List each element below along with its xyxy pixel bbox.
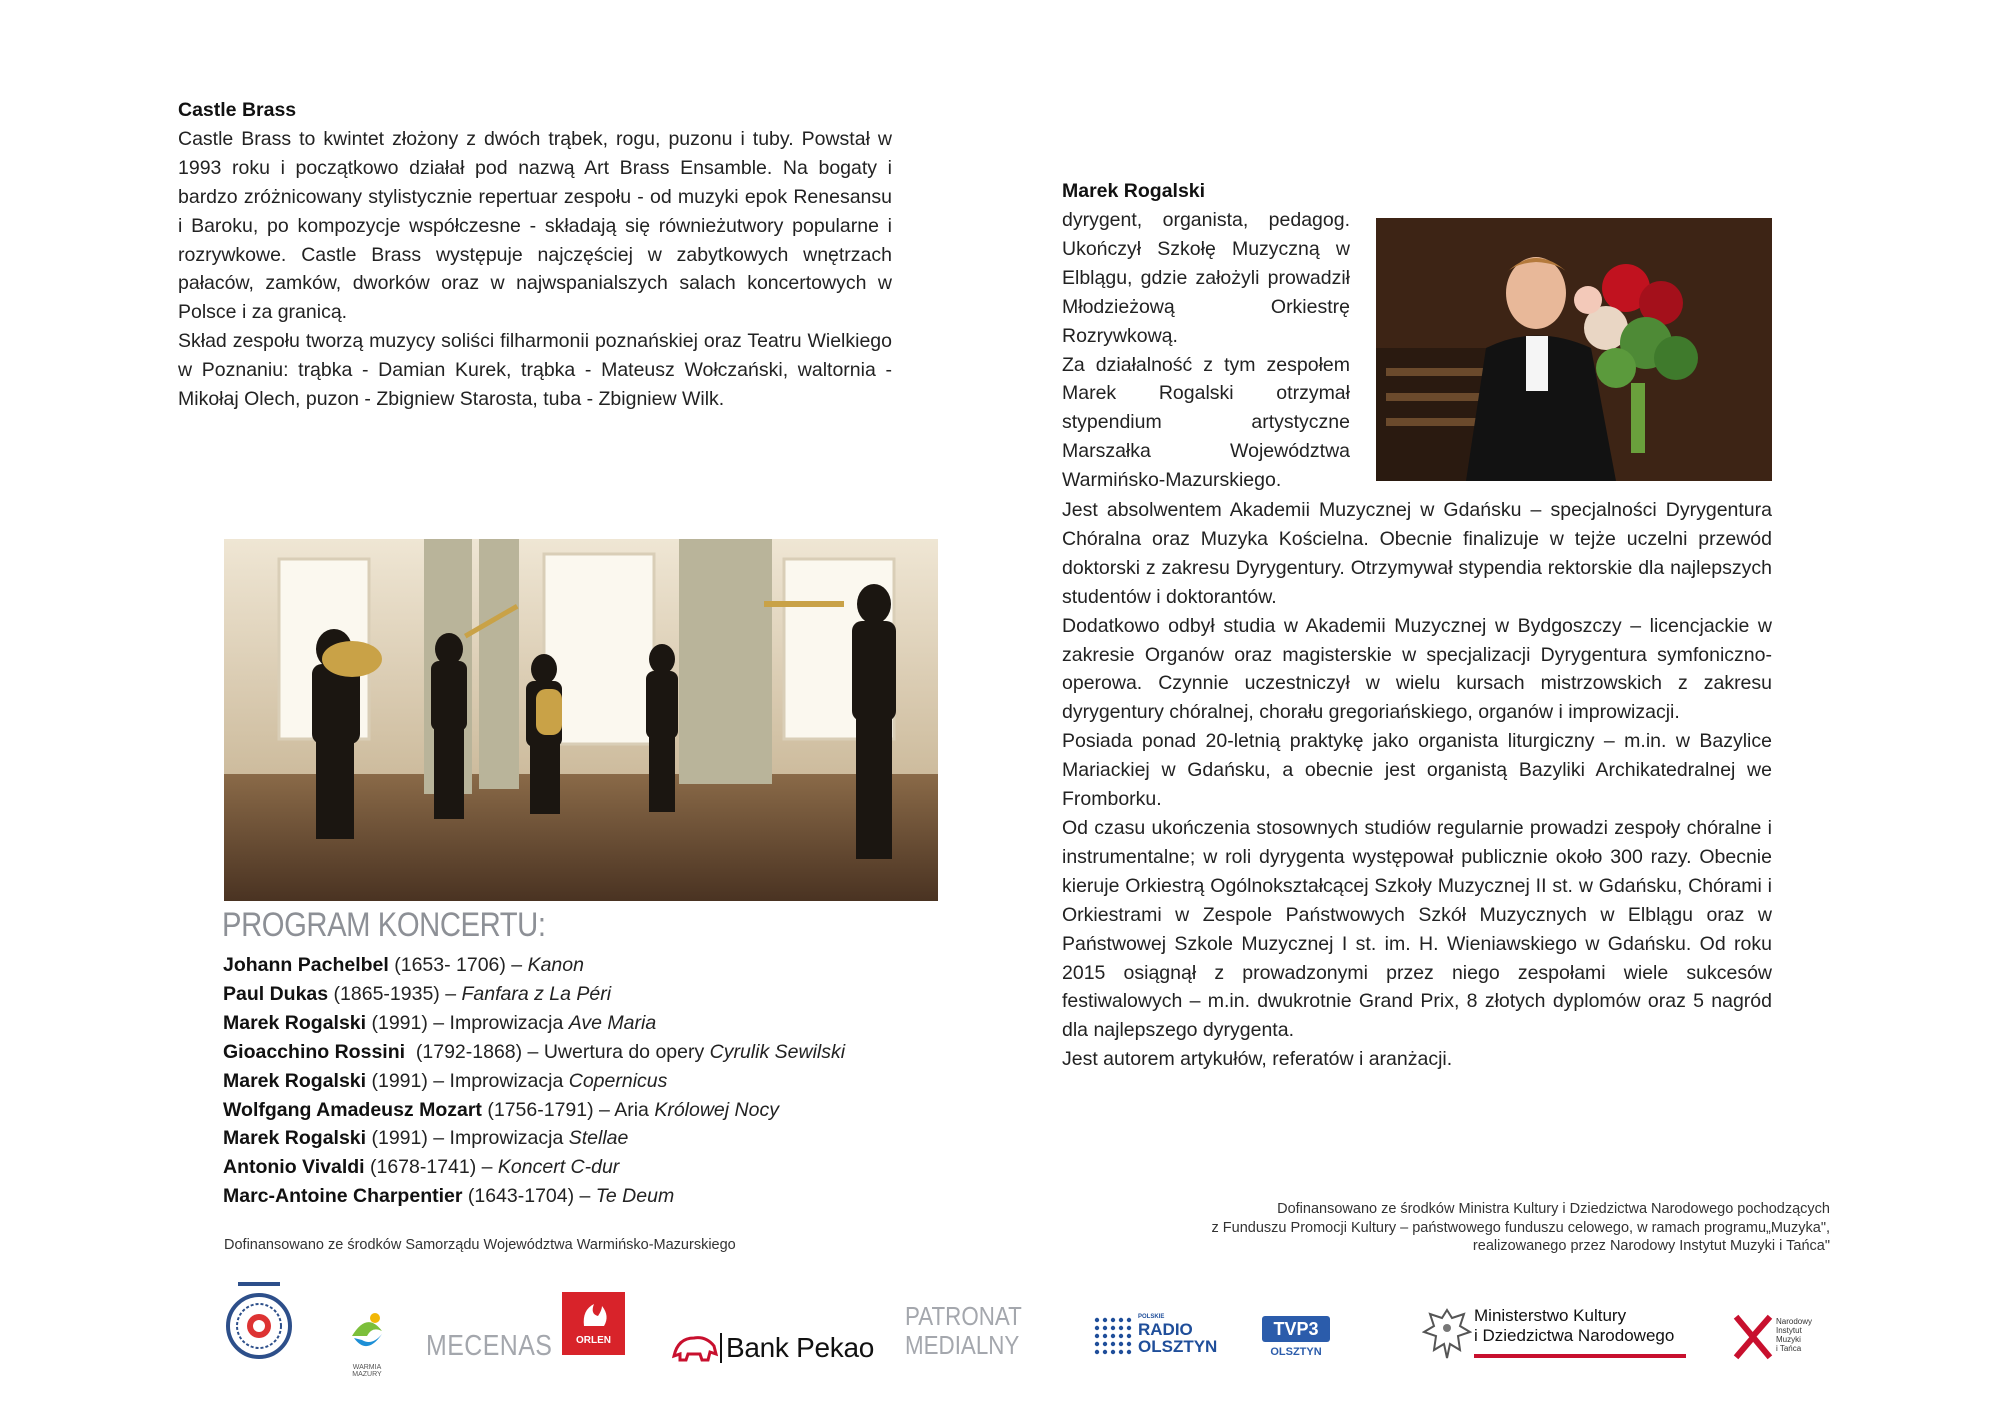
program-work: Te Deum <box>595 1185 675 1208</box>
program-dates: (1865-1935) – <box>328 982 462 1005</box>
program-composer: Marc-Antoine Charpentier <box>223 1185 463 1208</box>
marek-paragraph: Jest absolwentem Akademii Muzycznej w Gdańsku – specjalności Dyrygentura Chóralna oraz Muzyka Kościelna. Obecnie finalizuje w tejże uczelni przewód doktorski z zakresu Dyrygentury. Otrzymywał stypendia rektorskie dla najlepszych studentów i doktorantów. <box>1062 499 1772 608</box>
bison-icon <box>672 1330 718 1364</box>
funding-note-regional: Dofinansowano ze środków Samorządu Województwa Warmińsko-Mazurskiego <box>224 1237 736 1253</box>
warmia-mazury-text: WARMIA MAZURY <box>352 1364 382 1378</box>
program-dates: (1792-1868) – <box>405 1040 544 1063</box>
program-dates: (1678-1741) – <box>364 1156 498 1179</box>
program-item <box>223 1182 983 1211</box>
nimit-line: Narodowy <box>1776 1317 1813 1326</box>
orlen-logo <box>562 1292 625 1355</box>
program-list <box>223 951 983 1211</box>
program-item <box>223 1096 983 1125</box>
bank-pekao-text: Bank Pekao <box>726 1332 874 1363</box>
patronat-label <box>905 1302 1022 1360</box>
program-work: Koncert C-dur <box>497 1156 620 1179</box>
program-prefix: Uwertura do opery <box>543 1040 710 1063</box>
program-item <box>223 951 983 980</box>
marek-title: Marek Rogalski <box>1062 180 1206 202</box>
eagle-emblem-icon <box>1422 1306 1472 1362</box>
tvp3-olsztyn-logo <box>1262 1316 1330 1362</box>
radio-olsztyn-line: RADIO <box>1138 1320 1193 1339</box>
program-composer: Gioacchino Rossini <box>223 1040 406 1063</box>
program-composer: Paul Dukas <box>223 982 329 1005</box>
copernicus-seal-logo <box>224 1280 294 1362</box>
program-item <box>223 1124 983 1153</box>
patronat-line: PATRONAT <box>905 1301 1022 1331</box>
nimit-line: Instytut <box>1776 1326 1802 1335</box>
program-item <box>223 1038 983 1067</box>
marek-paragraph: Za działalność z tym zespołem Marek Rogalski otrzymał stypendium artystyczne Marszałka Województwa Warmińsko-Mazurskiego. <box>1062 353 1350 492</box>
nimit-logo-icon <box>1732 1313 1774 1361</box>
funding-note-line: Dofinansowano ze środków Ministra Kultury i Dziedzictwa Narodowego pochodzących <box>1277 1201 1830 1217</box>
pekao-divider <box>720 1333 722 1363</box>
funding-note-line: z Funduszu Promocji Kultury – państwowego funduszu celowego, w ramach programu„Muzyka", <box>1211 1219 1830 1236</box>
nimit-text <box>1776 1317 1812 1353</box>
program-work: Królowej Nocy <box>654 1098 779 1121</box>
nimit-line: i Tańca <box>1776 1344 1802 1353</box>
castle-brass-paragraph: Castle Brass to kwintet złożony z dwóch trąbek, rogu, puzonu i tuby. Powstał w 1993 roku i początkowo działał pod nazwą Art Brass Ensamble. Na bogaty i bardzo zróżnicowany stylistycznie repertuar zespołu - od muzyki epok Renesansu i Baroku, po kompozycje współczesne - składają się równieżutwory popularne i rozrywkowe. Castle Brass występuje najczęściej w zabytkowych wnętrzach pałaców, zamków, dworków oraz w najwspanialszych salach koncertowych w Polsce i za granicą. <box>178 127 892 324</box>
program-prefix: Improwizacja <box>449 1069 569 1092</box>
brass-ensemble-photo <box>224 539 938 901</box>
orlen-text: ORLEN <box>576 1335 611 1346</box>
program-dates: (1653- 1706) – <box>388 954 528 976</box>
nimit-line: Muzyki <box>1776 1335 1801 1344</box>
program-composer: Wolfgang Amadeusz Mozart <box>223 1098 482 1121</box>
program-work: Stellae <box>568 1127 629 1150</box>
program-composer: Marek Rogalski <box>223 1069 367 1092</box>
program-dates: (1756-1791) – <box>481 1098 615 1121</box>
program-composer: Marek Rogalski <box>223 1127 367 1150</box>
program-item <box>223 1009 983 1038</box>
castle-brass-paragraph: Skład zespołu tworzą muzycy soliści filharmonii poznańskiej oraz Teatru Wielkiego w Poznaniu: trąbka - Damian Kurek, trąbka - Mateusz Wołczański, waltornia - Mikołaj Olech, puzon - Zbigniew Starosta, tuba - Zbigniew Wilk. <box>178 330 892 411</box>
program-composer: Antonio Vivaldi <box>223 1156 365 1179</box>
program-work: Cyrulik Sewilski <box>709 1040 846 1063</box>
marek-paragraph: dyrygent, organista, pedagog. Ukończył Szkołę Muzyczną w Elblągu, gdzie założyli prowadził Młodzieżową Orkiestrę Rozrywkową. <box>1062 209 1350 347</box>
tvp3-sub: OLSZTYN <box>1270 1346 1322 1358</box>
program-work: Fanfara z La Péri <box>461 982 612 1005</box>
radio-olsztyn-line: OLSZTYN <box>1138 1337 1218 1356</box>
ministerstwo-underline <box>1474 1354 1686 1358</box>
marek-biography <box>1062 496 1772 1074</box>
program-dates: (1991) – <box>366 1127 450 1150</box>
mecenas-label: MECENAS <box>426 1330 553 1362</box>
tvp3-text: TVP3 <box>1262 1316 1330 1342</box>
program-work: Kanon <box>527 954 584 976</box>
program-work: Copernicus <box>568 1069 668 1092</box>
funding-note-line: realizowanego przez Narodowy Instytut Muzyki i Tańca" <box>1472 1238 1830 1254</box>
radio-olsztyn-dots-icon <box>1093 1316 1133 1356</box>
radio-olsztyn-small: POLSKIE <box>1138 1314 1165 1320</box>
funding-note-ministry <box>1060 1200 1830 1256</box>
radio-olsztyn-text <box>1138 1314 1217 1355</box>
program-composer: Marek Rogalski <box>223 1011 367 1034</box>
program-dates: (1991) – <box>366 1011 450 1034</box>
ministerstwo-line: i Dziedzictwa Narodowego <box>1474 1326 1675 1345</box>
program-heading: PROGRAM KONCERTU: <box>222 906 546 944</box>
ministerstwo-line: Ministerstwo Kultury <box>1474 1306 1627 1325</box>
program-prefix: Improwizacja <box>449 1011 569 1034</box>
castle-brass-title: Castle Brass <box>178 99 297 121</box>
program-item <box>223 1067 983 1096</box>
marek-paragraph: Dodatkowo odbył studia w Akademii Muzycznej w Bydgoszczy – licencjackie w zakresie Organów oraz magisterskie w specjalizacji Dyrygentura symfoniczno-operowa. Czynnie uczestniczył w wielu kursach mistrzowskich z zakresu dyrygentury chóralnej, chorału gregoriańskiego, organów i improwizacji. <box>1062 614 1772 724</box>
marek-intro <box>1062 206 1350 495</box>
program-work: Ave Maria <box>568 1011 657 1034</box>
program-item <box>223 1153 983 1182</box>
program-prefix: Improwizacja <box>449 1127 569 1150</box>
program-prefix: Aria <box>614 1098 655 1121</box>
program-dates: (1991) – <box>366 1069 450 1092</box>
marek-portrait-photo <box>1376 218 1772 481</box>
marek-paragraph: Od czasu ukończenia stosownych studiów regularnie prowadzi zespoły chóralne i instrumentalne; w roli dyrygenta występował publicznie około 300 razy. Obecnie kieruje Orkiestrą Ogólnokształcącej Szkoły Muzycznej II st. w Gdańsku, Chórami i Orkiestrami w Zespole Państwowych Szkół Muzycznych w Elblągu oraz w Państwowej Szkole Muzycznej I st. im. H. Wieniawskiego w Gdańsku. Od roku 2015 osiągnął z prowadzonymi przez niego zespołami wiele sukcesów festiwalowych – m.in. dwukrotnie Grand Prix, 8 złotych dyplomów oraz 5 nagród dla najlepszego dyrygenta. <box>1062 816 1772 1042</box>
program-dates: (1643-1704) – <box>462 1185 596 1208</box>
marek-paragraph: Posiada ponad 20-letnią praktykę jako organista liturgiczny – m.in. w Bazylice Mariackiej w Gdańsku, a obecnie jest organistą Bazyliki Archikatedralnej we Fromborku. <box>1062 730 1772 811</box>
ministerstwo-text <box>1474 1306 1674 1346</box>
program-item <box>223 980 983 1009</box>
warmia-mazury-logo <box>342 1306 392 1378</box>
marek-paragraph: Jest autorem artykułów, referatów i aranżacji. <box>1062 1048 1453 1071</box>
castle-brass-section <box>178 96 892 414</box>
patronat-line: MEDIALNY <box>905 1330 1020 1360</box>
program-composer: Johann Pachelbel <box>223 954 389 976</box>
